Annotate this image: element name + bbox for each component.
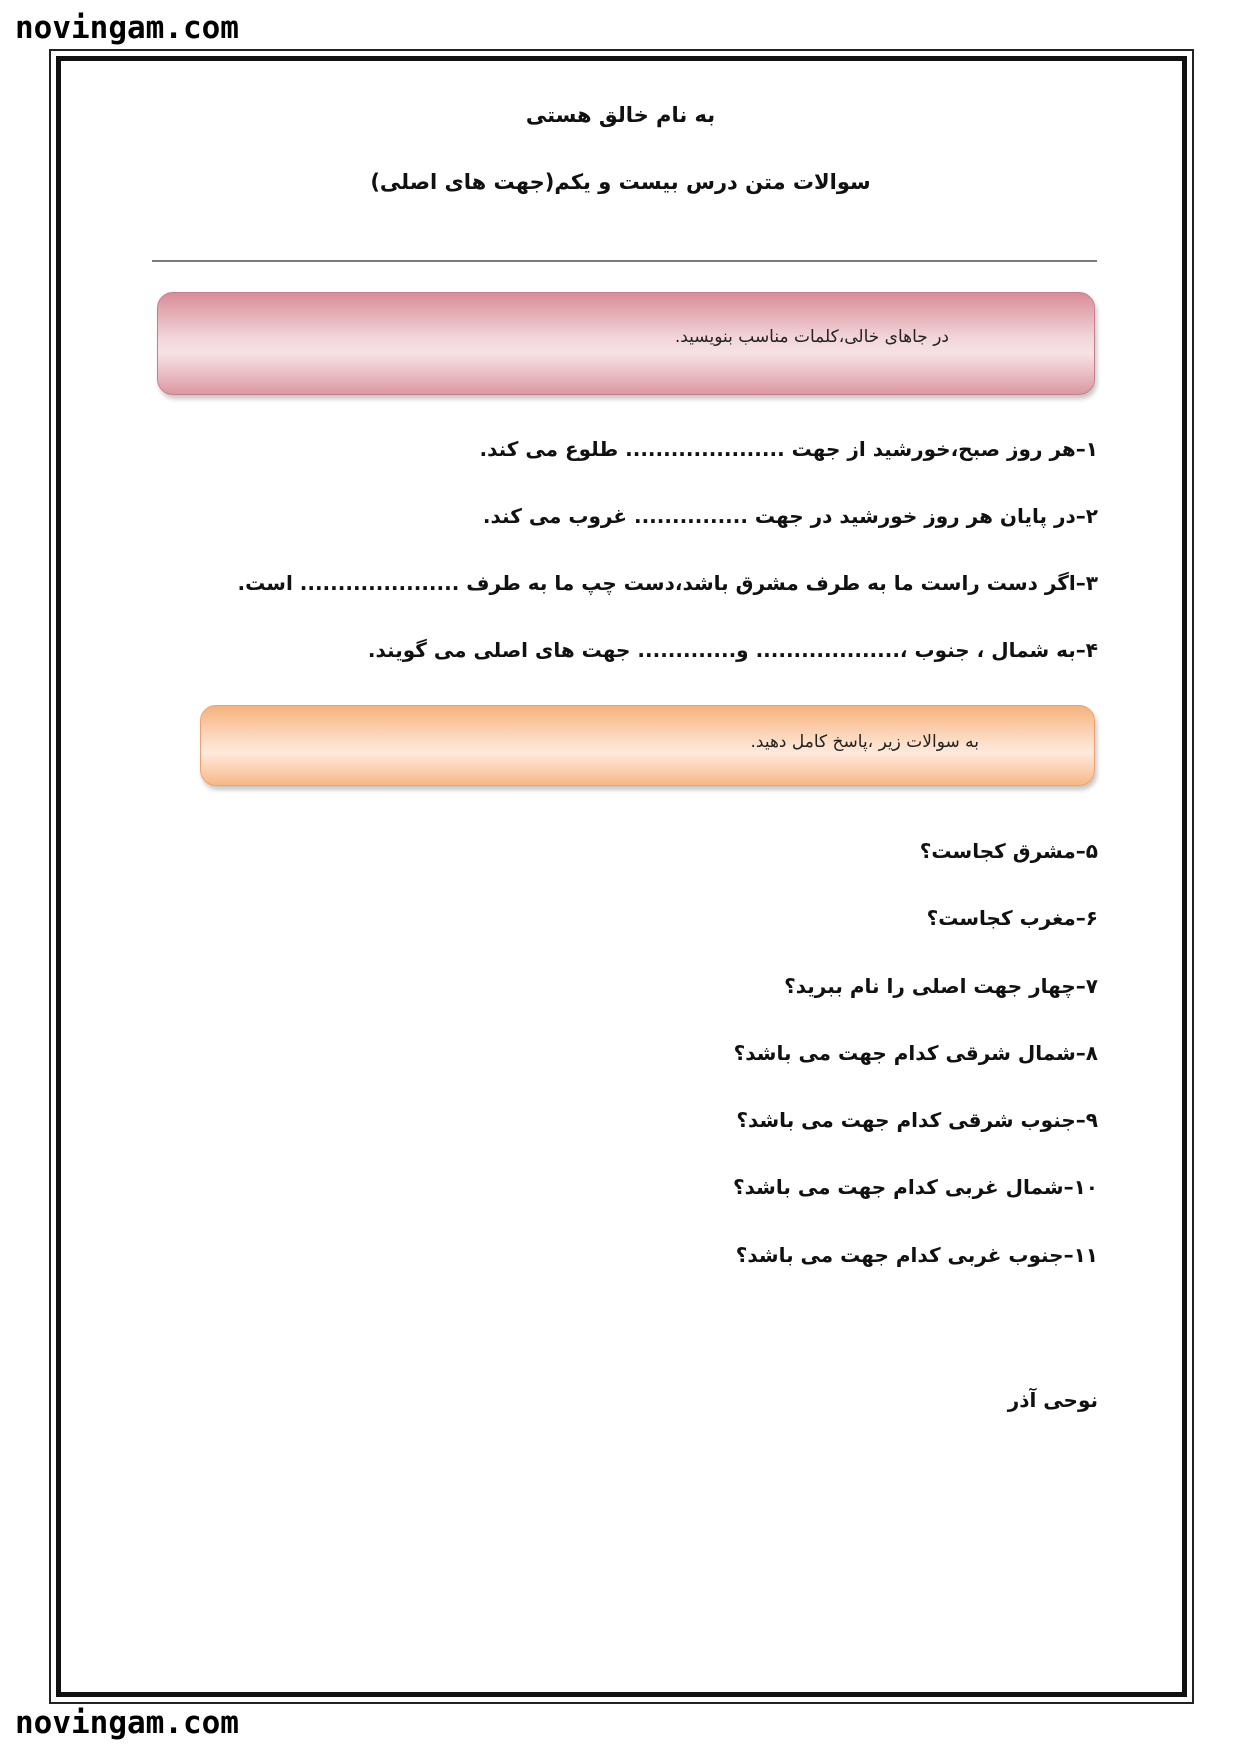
- question-4: ۴–به شمال ، جنوب ،................... و............. جهت های اصلی می گویند.: [367, 638, 1098, 662]
- instruction-text-answers: به سوالات زیر ،پاسخ کامل دهید.: [750, 732, 979, 752]
- divider-line: [152, 260, 1097, 262]
- page-subtitle: سوالات متن درس بیست و یکم(جهت های اصلی): [370, 170, 871, 194]
- author-signature: نوحی آذر: [1007, 1388, 1098, 1412]
- question-10: ۱۰–شمال غربی کدام جهت می باشد؟: [733, 1175, 1098, 1199]
- question-11: ۱۱–جنوب غربی کدام جهت می باشد؟: [735, 1243, 1098, 1267]
- instruction-text-fill-blanks: در جاهای خالی،کلمات مناسب بنویسید.: [674, 327, 949, 347]
- question-7: ۷–چهار جهت اصلی را نام ببرید؟: [784, 974, 1098, 998]
- instruction-box-fill-blanks: [157, 292, 1095, 395]
- question-9: ۹–جنوب شرقی کدام جهت می باشد؟: [736, 1108, 1098, 1132]
- question-5: ۵–مشرق کجاست؟: [919, 839, 1098, 863]
- watermark-bottom: novingam.com: [15, 1705, 239, 1741]
- question-2: ۲–در پایان هر روز خورشید در جهت ............... غروب می کند.: [482, 504, 1098, 528]
- question-3: ۳–اگر دست راست ما به طرف مشرق باشد،دست چپ ما به طرف ..................... است.: [237, 571, 1098, 595]
- instruction-box-answers: [200, 705, 1095, 786]
- question-6: ۶–مغرب کجاست؟: [926, 906, 1098, 930]
- watermark-top: novingam.com: [15, 10, 239, 46]
- page-title: به نام خالق هستی: [525, 103, 716, 127]
- question-1: ۱–هر روز صبح،خورشید از جهت ..................... طلوع می کند.: [479, 437, 1098, 461]
- question-8: ۸–شمال شرقی کدام جهت می باشد؟: [733, 1041, 1098, 1065]
